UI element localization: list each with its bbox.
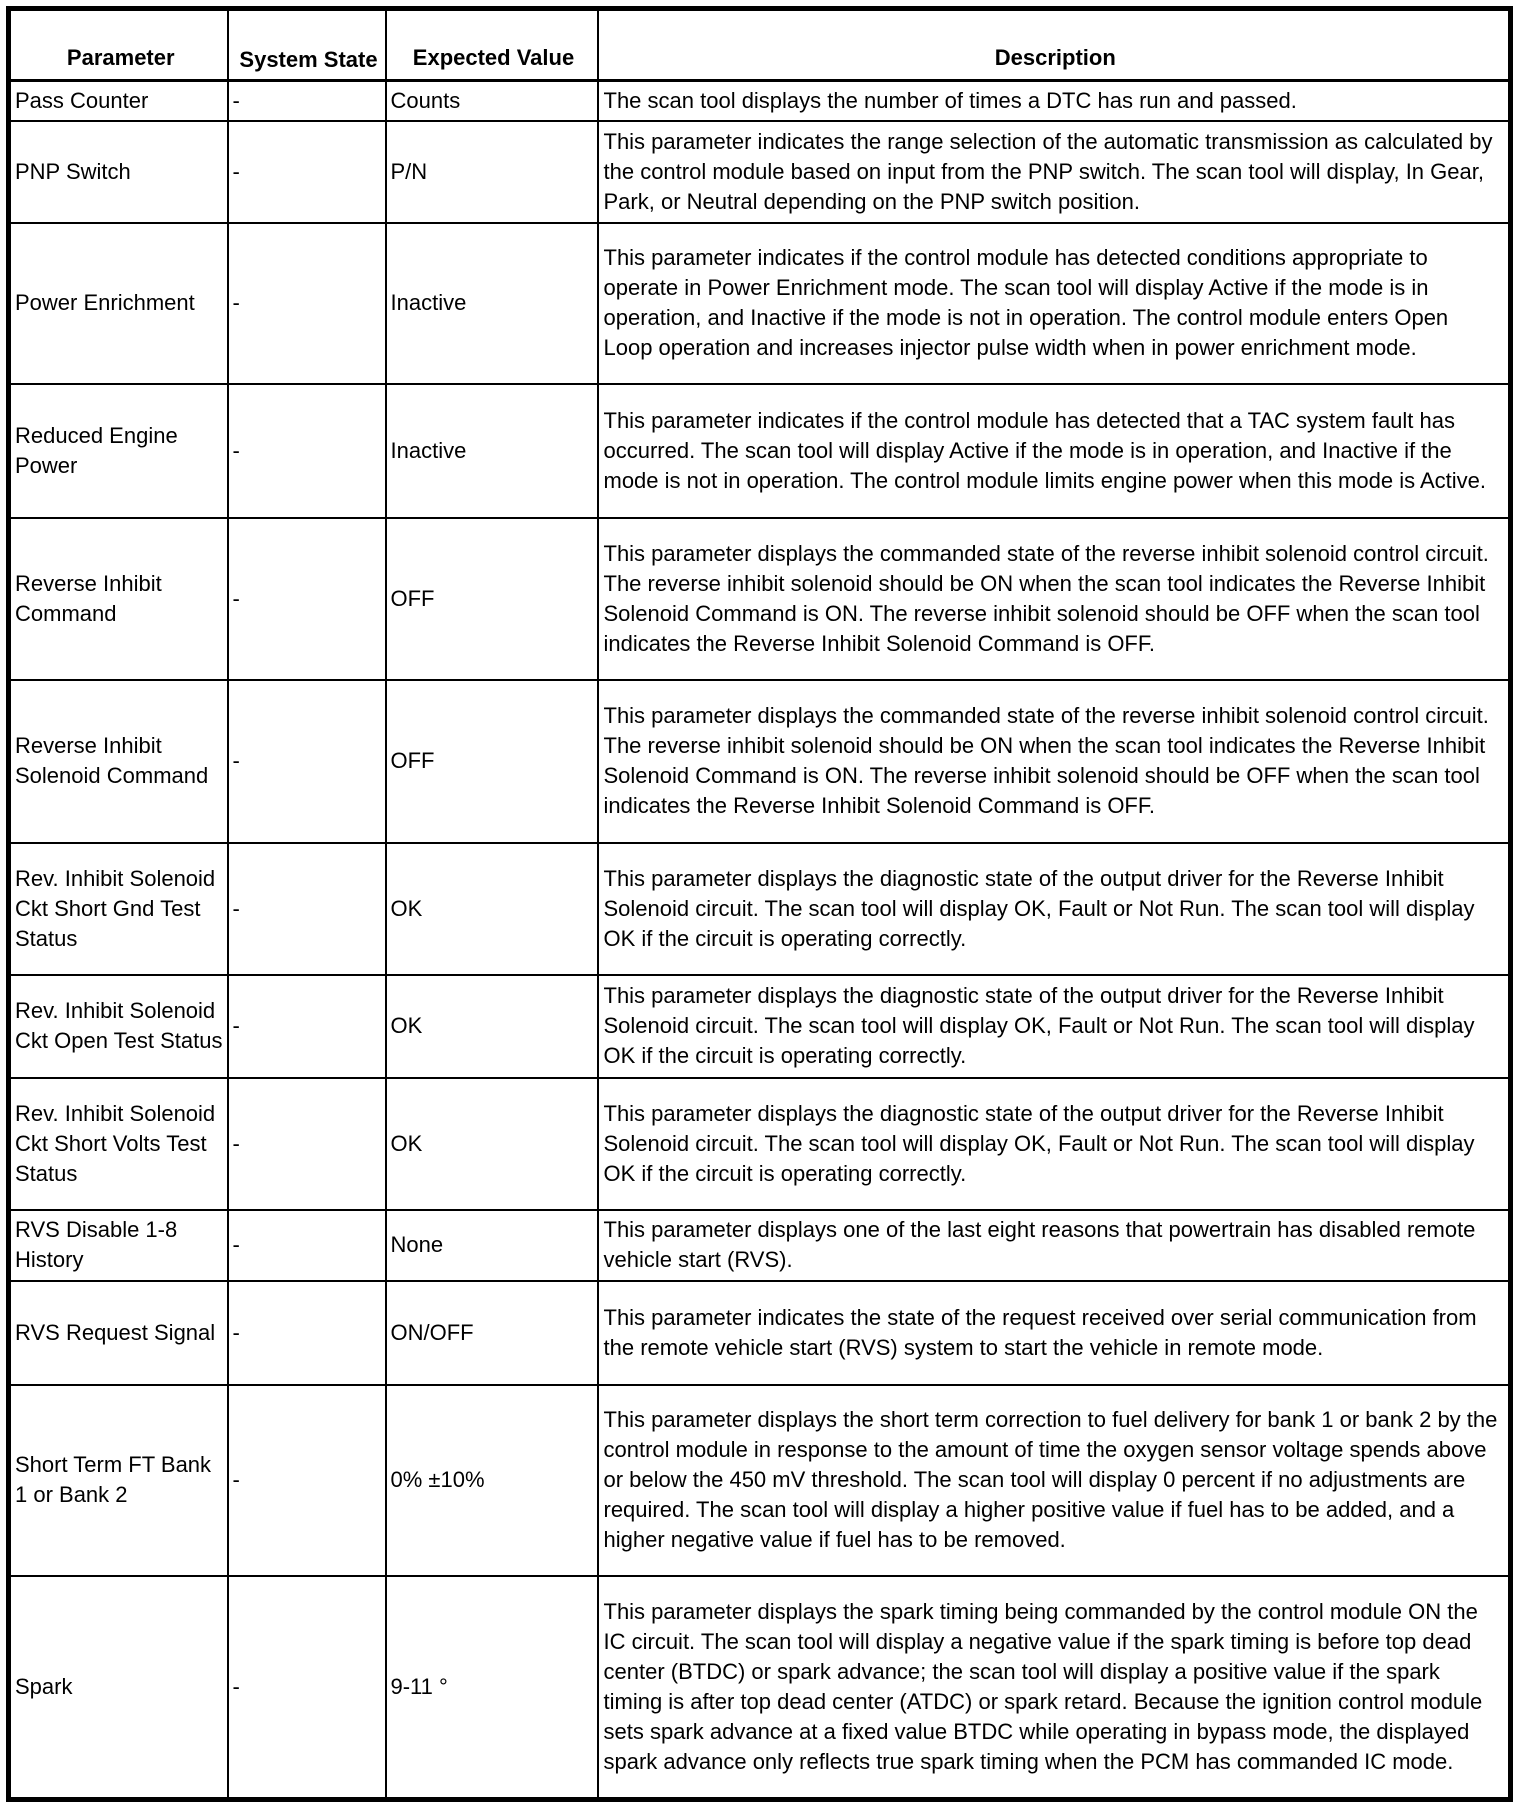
scan-tool-parameter-table: [6, 6, 1513, 1802]
expected-value-cell: OK: [386, 1078, 598, 1210]
system-state-cell: -: [228, 384, 386, 518]
expected-value-cell: None: [386, 1210, 598, 1281]
description-cell: This parameter displays the spark timing being commanded by the control module ON the IC circuit. The scan tool will display a negative value if the spark timing is before top dead center (BTDC) or spark advance; the scan tool will display a positive value if the spark timing is after top dead center (ATDC) or spark retard. Because the ignition control module sets spark advance at a fixed value BTDC while operating in bypass mode, the displayed spark advance only reflects true spark timing when the PCM has commanded IC mode.: [598, 1576, 1511, 1800]
parameter-cell: Rev. Inhibit Solenoid Ckt Short Gnd Test Status: [9, 843, 228, 975]
description-cell: This parameter indicates if the control module has detected that a TAC system fault has occurred. The scan tool will display Active if the mode is in operation, and Inactive if the mode is not in operation. The control module limits engine power when this mode is Active.: [598, 384, 1511, 518]
table-row: [9, 975, 1511, 1078]
table-row: [9, 384, 1511, 518]
parameter-cell: Spark: [9, 1576, 228, 1800]
description-cell: The scan tool displays the number of times a DTC has run and passed.: [598, 81, 1511, 121]
table-row: [9, 1078, 1511, 1210]
parameter-cell: RVS Request Signal: [9, 1281, 228, 1385]
header-description: Description: [598, 9, 1511, 81]
table-row: [9, 1576, 1511, 1800]
table-row: [9, 843, 1511, 975]
description-cell: This parameter displays the commanded state of the reverse inhibit solenoid control circuit. The reverse inhibit solenoid should be ON when the scan tool indicates the Reverse Inhibit Solenoid Command is ON. The reverse inhibit solenoid should be OFF when the scan tool indicates the Reverse Inhibit Solenoid Command is OFF.: [598, 518, 1511, 680]
description-cell: This parameter displays the diagnostic state of the output driver for the Reverse Inhibit Solenoid circuit. The scan tool will display OK, Fault or Not Run. The scan tool will display OK if the circuit is operating correctly.: [598, 843, 1511, 975]
description-cell: This parameter displays one of the last eight reasons that powertrain has disabled remote vehicle start (RVS).: [598, 1210, 1511, 1281]
description-cell: This parameter indicates the range selection of the automatic transmission as calculated by the control module based on input from the PNP switch. The scan tool will display, In Gear, Park, or Neutral depending on the PNP switch position.: [598, 121, 1511, 223]
parameter-cell: Pass Counter: [9, 81, 228, 121]
description-cell: This parameter displays the diagnostic state of the output driver for the Reverse Inhibit Solenoid circuit. The scan tool will display OK, Fault or Not Run. The scan tool will display OK if the circuit is operating correctly.: [598, 975, 1511, 1078]
description-cell: This parameter displays the commanded state of the reverse inhibit solenoid control circuit. The reverse inhibit solenoid should be ON when the scan tool indicates the Reverse Inhibit Solenoid Command is ON. The reverse inhibit solenoid should be OFF when the scan tool indicates the Reverse Inhibit Solenoid Command is OFF.: [598, 680, 1511, 843]
parameter-cell: Reverse Inhibit Solenoid Command: [9, 680, 228, 843]
system-state-cell: -: [228, 1281, 386, 1385]
system-state-cell: -: [228, 1385, 386, 1576]
system-state-cell: -: [228, 223, 386, 384]
parameter-cell: Reduced Engine Power: [9, 384, 228, 518]
table-row: [9, 121, 1511, 223]
expected-value-cell: ON/OFF: [386, 1281, 598, 1385]
system-state-cell: -: [228, 1576, 386, 1800]
table-row: [9, 518, 1511, 680]
parameter-cell: RVS Disable 1-8 History: [9, 1210, 228, 1281]
expected-value-cell: 9-11 °: [386, 1576, 598, 1800]
header-row: [9, 9, 1511, 81]
header-system-state: System State: [228, 9, 386, 81]
system-state-cell: -: [228, 843, 386, 975]
expected-value-cell: OFF: [386, 518, 598, 680]
parameter-cell: Rev. Inhibit Solenoid Ckt Short Volts Test Status: [9, 1078, 228, 1210]
description-cell: This parameter indicates the state of the request received over serial communication from the remote vehicle start (RVS) system to start the vehicle in remote mode.: [598, 1281, 1511, 1385]
parameter-cell: Reverse Inhibit Command: [9, 518, 228, 680]
system-state-cell: -: [228, 518, 386, 680]
expected-value-cell: P/N: [386, 121, 598, 223]
expected-value-cell: OK: [386, 975, 598, 1078]
system-state-cell: -: [228, 1078, 386, 1210]
expected-value-cell: OK: [386, 843, 598, 975]
table-row: [9, 1281, 1511, 1385]
system-state-cell: -: [228, 1210, 386, 1281]
header-parameter: Parameter: [9, 9, 228, 81]
system-state-cell: -: [228, 121, 386, 223]
expected-value-cell: Inactive: [386, 223, 598, 384]
description-cell: This parameter displays the diagnostic state of the output driver for the Reverse Inhibit Solenoid circuit. The scan tool will display OK, Fault or Not Run. The scan tool will display OK if the circuit is operating correctly.: [598, 1078, 1511, 1210]
table-row: [9, 223, 1511, 384]
description-cell: This parameter displays the short term correction to fuel delivery for bank 1 or bank 2 by the control module in response to the amount of time the oxygen sensor voltage spends above or below the 450 mV threshold. The scan tool will display 0 percent if no adjustments are required. The scan tool will display a higher positive value if fuel has to be added, and a higher negative value if fuel has to be removed.: [598, 1385, 1511, 1576]
parameter-cell: Power Enrichment: [9, 223, 228, 384]
expected-value-cell: Counts: [386, 81, 598, 121]
description-cell: This parameter indicates if the control module has detected conditions appropriate to operate in Power Enrichment mode. The scan tool will display Active if the mode is in operation, and Inactive if the mode is not in operation. The control module enters Open Loop operation and increases injector pulse width when in power enrichment mode.: [598, 223, 1511, 384]
system-state-cell: -: [228, 680, 386, 843]
parameter-cell: Rev. Inhibit Solenoid Ckt Open Test Status: [9, 975, 228, 1078]
expected-value-cell: 0% ±10%: [386, 1385, 598, 1576]
system-state-cell: -: [228, 975, 386, 1078]
expected-value-cell: OFF: [386, 680, 598, 843]
parameter-cell: Short Term FT Bank 1 or Bank 2: [9, 1385, 228, 1576]
table-row: [9, 1385, 1511, 1576]
table-row: [9, 1210, 1511, 1281]
expected-value-cell: Inactive: [386, 384, 598, 518]
table-row: [9, 81, 1511, 121]
table-row: [9, 680, 1511, 843]
system-state-cell: -: [228, 81, 386, 121]
header-expected-value: Expected Value: [386, 9, 598, 81]
parameter-cell: PNP Switch: [9, 121, 228, 223]
